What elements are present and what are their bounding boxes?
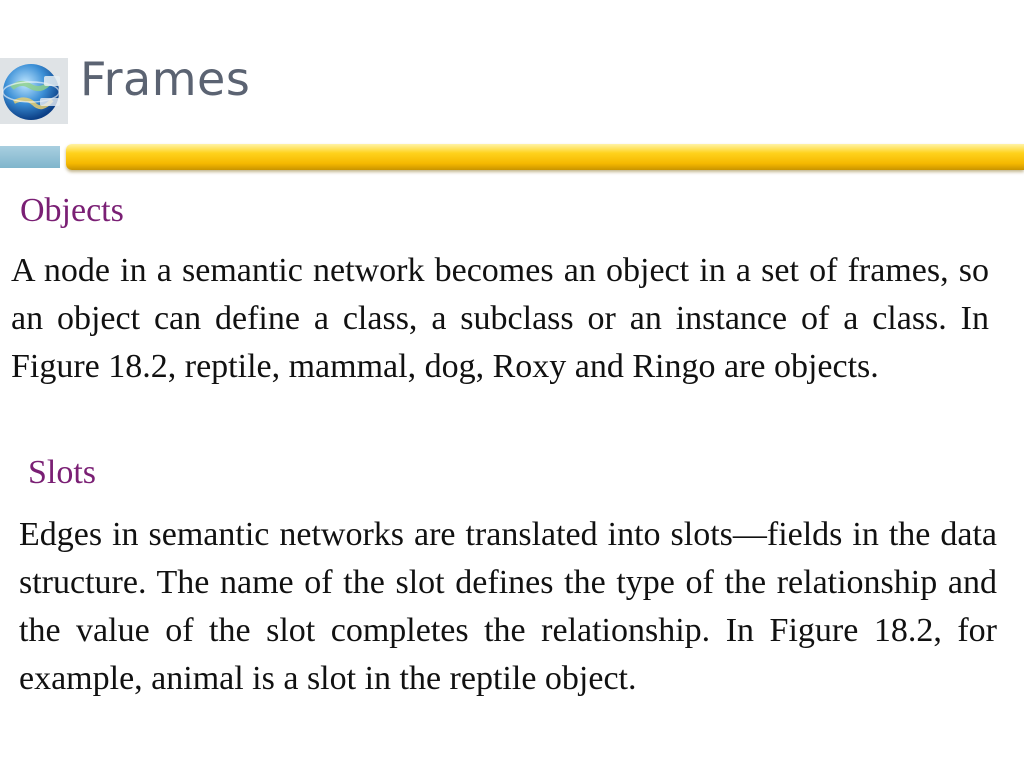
accent-block bbox=[0, 146, 60, 168]
section-heading-objects: Objects bbox=[20, 192, 124, 229]
section-heading-slots: Slots bbox=[28, 454, 97, 491]
slide-title: Frames bbox=[80, 52, 251, 106]
section-body-slots: Edges in semantic networks are translated into slots—fields in the data structure. The name of the slot defines the type of the relationship and the value of the slot completes the relationship. In Figure 18.2, for example, animal is a slot in the reptile object. bbox=[19, 516, 997, 697]
globe-logo-icon bbox=[0, 58, 68, 124]
section-body-objects: A node in a semantic network becomes an object in a set of frames, so an object can define a class, a subclass or an instance of a class. In Figure 18.2, reptile, mammal, dog, Roxy and Ringo are objects. bbox=[11, 252, 989, 385]
title-underline-bar bbox=[66, 144, 1024, 170]
